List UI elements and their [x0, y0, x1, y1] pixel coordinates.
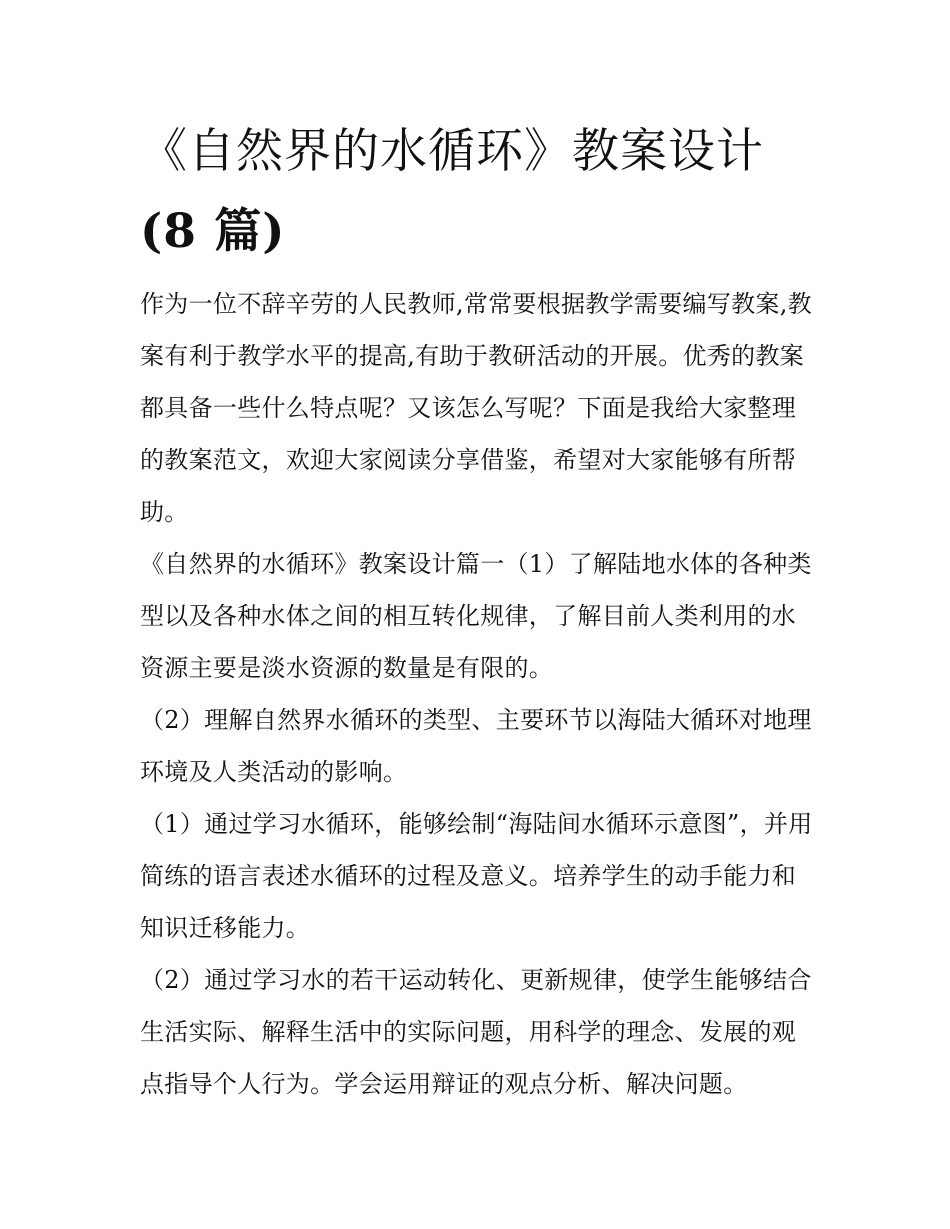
document-title: [140, 112, 820, 272]
document-page: [140, 112, 820, 1110]
paragraph-objective-2: （2）理解自然界水循环的类型、主要环节以海陆大循环对地理环境及人类活动的影响。: [140, 706, 812, 786]
title-line-2: (8 篇): [140, 204, 286, 259]
paragraph-intro: 作为一位不辞辛劳的人民教师,常常要根据教学需要编写教案,教案有利于教学水平的提高,有助于教研活动的开展。优秀的教案都具备一些什么特点呢？又该怎么写呢？下面是我给大家整理的教案范文，欢迎大家阅读分享借鉴，希望对大家能够有所帮助。: [140, 290, 812, 526]
paragraph-skill-1: （1）通过学习水循环，能够绘制“海陆间水循环示意图”，并用简练的语言表述水循环的过程及意义。培养学生的动手能力和知识迁移能力。: [140, 810, 813, 942]
title-line-1: 《自然界的水循环》教案设计: [140, 124, 764, 179]
paragraph-objective-1: 《自然界的水循环》教案设计篇一（1）了解陆地水体的各种类型以及各种水体之间的相互转化规律，了解目前人类利用的水资源主要是淡水资源的数量是有限的。: [140, 550, 812, 682]
paragraph-skill-2: （2）通过学习水的若干运动转化、更新规律，使学生能够结合生活实际、解释生活中的实际问题，用科学的理念、发展的观点指导个人行为。学会运用辩证的观点分析、解决问题。: [140, 966, 812, 1098]
document-body: [140, 278, 820, 1110]
